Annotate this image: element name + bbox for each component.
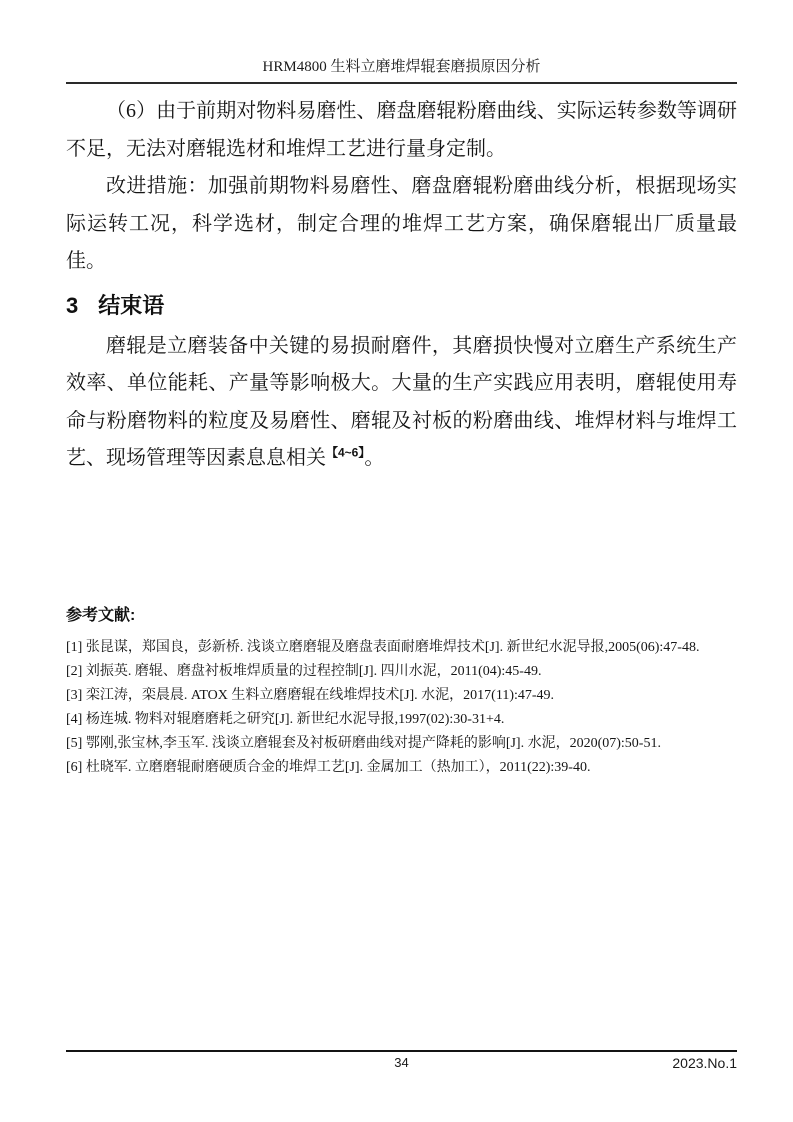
footer-row <box>66 1055 737 1077</box>
citation-superscript: 【4~6】 <box>326 445 365 460</box>
reference-item-2: [2] 刘振英. 磨辊、磨盘衬板堆焊质量的过程控制[J]. 四川水泥，2011(04):45-49. <box>66 663 542 679</box>
section-title: 结束语 <box>98 292 165 318</box>
paragraph-point-6: （6）由于前期对物料易磨性、磨盘磨辊粉磨曲线、实际运转参数等调研不足，无法对磨辊选材和堆焊工艺进行量身定制。 <box>66 100 737 160</box>
reference-item-4: [4] 杨连城. 物料对辊磨磨耗之研究[J]. 新世纪水泥导报,1997(02):30-31+4. <box>66 711 505 727</box>
conclusion-text: 磨辊是立磨装备中关键的易损耐磨件，其磨损快慢对立磨生产系统生产效率、单位能耗、产量等影响极大。大量的生产实践应用表明，磨辊使用寿命与粉磨物料的粒度及易磨性、磨辊及衬板的粉磨曲线、堆焊材料与堆焊工艺、现场管理等因素息息相关 <box>66 334 737 469</box>
reference-item-5: [5] 鄂刚,张宝林,李玉军. 浅谈立磨辊套及衬板研磨曲线对提产降耗的影响[J]. 水泥，2020(07):50-51. <box>66 735 661 751</box>
reference-item-3: [3] 栾江涛，栾晨晨. ATOX 生料立磨磨辊在线堆焊技术[J]. 水泥，2017(11):47-49. <box>66 687 555 703</box>
section-heading-conclusion <box>66 291 737 321</box>
article-body <box>66 93 737 780</box>
issue-label: 2023.No.1 <box>672 1055 737 1071</box>
header-rule <box>66 82 737 84</box>
section-number: 3 <box>66 292 79 318</box>
page-number: 34 <box>394 1055 409 1070</box>
paragraph-improvement-measures: 改进措施：加强前期物料易磨性、磨盘磨辊粉磨曲线分析，根据现场实际运转工况，科学选材，制定合理的堆焊工艺方案，确保磨辊出厂质量最佳。 <box>66 175 737 272</box>
reference-item-1: [1] 张昆谋，郑国良，彭新桥. 浅谈立磨磨辊及磨盘表面耐磨堆焊技术[J]. 新世纪水泥导报,2005(06):47-48. <box>66 639 700 655</box>
paragraph-conclusion <box>66 328 737 478</box>
reference-item-6: [6] 杜晓军. 立磨磨辊耐磨硬质合金的堆焊工艺[J]. 金属加工（热加工），2011(22):39-40. <box>66 759 591 775</box>
running-head-title: HRM4800 生料立磨堆焊辊套磨损原因分析 <box>262 59 541 75</box>
page-footer <box>66 1050 737 1077</box>
page-header <box>66 0 737 84</box>
references-heading: 参考文献: <box>66 606 136 624</box>
conclusion-final-period: 。 <box>364 447 385 469</box>
footer-rule <box>66 1050 737 1052</box>
references-section <box>66 605 737 780</box>
